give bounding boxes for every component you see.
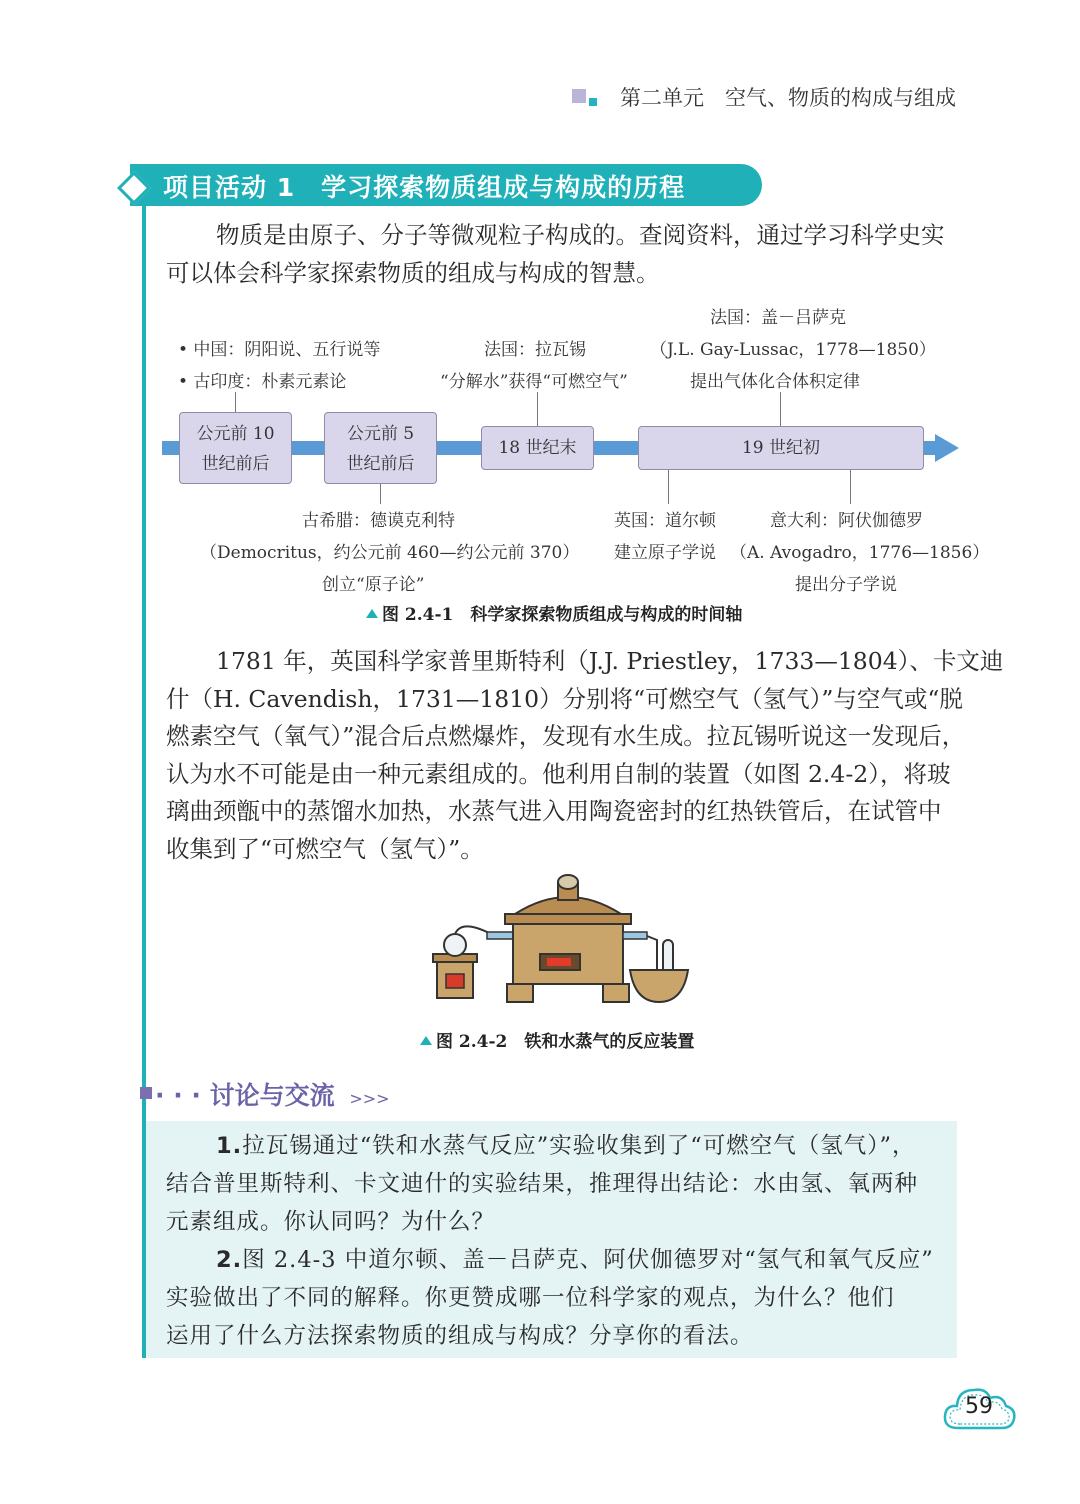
discussion-question-2: 2.图 2.4-3 中道尔顿、盖－吕萨克、阿伏伽德罗对“氢气和氧气反应” 实验做出了不同的解释。你更赞成哪一位科学家的观点，为什么？他们 运用了什么方法探索物质的组成与构成？分享你的看法。 bbox=[166, 1247, 934, 1349]
timeline-avogadro-dates: （A. Avogadro，1776—1856） bbox=[730, 543, 990, 563]
timeline-india: • 古印度：朴素元素论 bbox=[178, 372, 347, 392]
timeline-dalton-work: 建立原子学说 bbox=[614, 543, 716, 563]
timeline-node-10bc: 公元前 10 世纪前后 bbox=[179, 412, 292, 484]
discussion-question-1: 1.拉瓦锡通过“铁和水蒸气反应”实验收集到了“可燃空气（氢气）”， 结合普里斯特利、卡文迪什的实验结果，推理得出结论：水由氢、氧两种 元素组成。你认同吗？为什么？ bbox=[166, 1133, 919, 1235]
connector-line bbox=[780, 392, 781, 426]
unit-title: 第二单元 空气、物质的构成与组成 bbox=[620, 86, 956, 110]
timeline-node-19c: 19 世纪初 bbox=[638, 426, 924, 470]
history-line: 收集到了“可燃空气（氢气）”。 bbox=[166, 834, 484, 863]
timeline-gaylussac-dates: （J.L. Gay-Lussac，1778—1850） bbox=[650, 340, 936, 360]
up-arrow-icon bbox=[420, 1036, 432, 1045]
intro-paragraph bbox=[166, 217, 966, 292]
history-line: 什（H. Cavendish，1731—1810）分别将“可燃空气（氢气）”与空气或“脱 bbox=[166, 684, 963, 713]
history-line: 璃曲颈甑中的蒸馏水加热，水蒸气进入用陶瓷密封的红热铁管后，在试管中 bbox=[166, 797, 942, 826]
intro-line-2: 可以体会科学家探索物质的组成与构成的智慧。 bbox=[166, 258, 660, 287]
timeline-china: • 中国：阴阳说、五行说等 bbox=[178, 340, 381, 360]
timeline-gaylussac-name: 法国：盖－吕萨克 bbox=[710, 308, 846, 328]
discussion-arrows: >>> bbox=[349, 1089, 390, 1108]
timeline-avogadro-work: 提出分子学说 bbox=[795, 575, 897, 595]
timeline-democritus-work: 创立“原子论” bbox=[322, 575, 425, 595]
history-line: 认为水不可能是由一种元素组成的。他利用自制的装置（如图 2.4-2），将玻 bbox=[166, 759, 951, 788]
history-line: 燃素空气（氧气）”混合后点燃爆炸，发现有水生成。拉瓦锡听说这一发现后， bbox=[166, 722, 966, 751]
timeline-arrow-icon bbox=[935, 434, 959, 462]
connector-line bbox=[850, 470, 851, 504]
connector-line bbox=[537, 392, 538, 426]
connector-line bbox=[380, 484, 381, 504]
timeline-dalton-name: 英国：道尔顿 bbox=[614, 511, 716, 531]
header-square-purple bbox=[572, 89, 586, 103]
discussion-square-icon bbox=[140, 1087, 152, 1099]
figure-caption-apparatus: 图 2.4-2 铁和水蒸气的反应装置 bbox=[420, 1027, 694, 1052]
timeline-node-5bc: 公元前 5 世纪前后 bbox=[324, 412, 437, 484]
activity-title: 项目活动 1 学习探索物质组成与构成的历程 bbox=[163, 173, 686, 202]
up-arrow-icon bbox=[366, 609, 378, 618]
timeline-avogadro-name: 意大利：阿伏伽德罗 bbox=[770, 511, 923, 531]
timeline-lavoisier-work: “分解水”获得“可燃空气” bbox=[440, 372, 628, 392]
history-line: 1781 年，英国科学家普里斯特利（J.J. Priestley，1733—1804）、卡文迪 bbox=[216, 647, 1004, 675]
connector-line bbox=[235, 392, 236, 412]
intro-line-1: 物质是由原子、分子等微观粒子构成的。查阅资料，通过学习科学史实 bbox=[216, 221, 945, 249]
discussion-title: · · · 讨论与交流 >>> bbox=[155, 1081, 390, 1110]
timeline-lavoisier-name: 法国：拉瓦锡 bbox=[484, 340, 586, 360]
timeline-democritus-dates: （Democritus，约公元前 460—约公元前 370） bbox=[200, 543, 580, 563]
page-number: 59 bbox=[965, 1394, 993, 1419]
iron-steam-apparatus-illustration bbox=[425, 870, 695, 1010]
history-paragraph bbox=[166, 643, 1004, 869]
timeline-democritus-name: 古希腊：德谟克利特 bbox=[302, 511, 455, 531]
timeline-gaylussac-work: 提出气体化合体积定律 bbox=[690, 372, 860, 392]
header-square-teal bbox=[589, 98, 597, 106]
connector-line bbox=[668, 470, 669, 504]
timeline-node-18c: 18 世纪末 bbox=[481, 426, 594, 470]
figure-caption-timeline: 图 2.4-1 科学家探索物质组成与构成的时间轴 bbox=[366, 600, 742, 625]
